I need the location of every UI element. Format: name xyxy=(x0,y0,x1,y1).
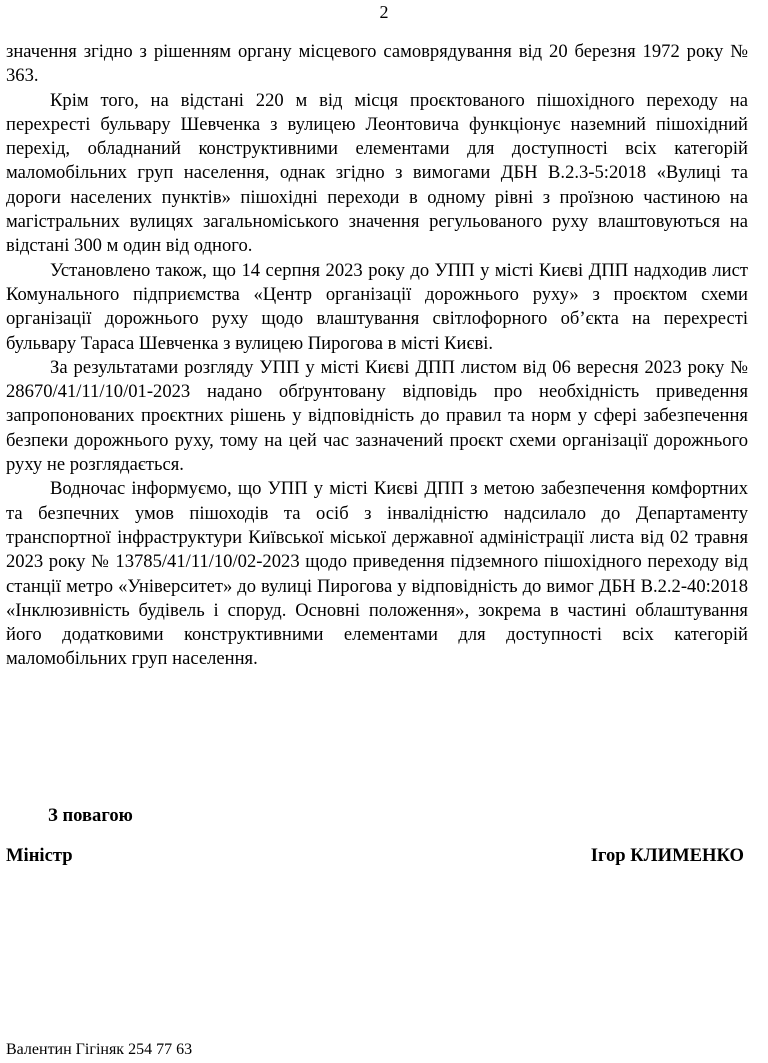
paragraph-review-result: За результатами розгляду УПП у місті Києві ДПП листом від 06 вересня 2023 року № 28670/41/11/10/01-2023 надано обґрунтовану відповідь про необхідність приведення запропонованих проєктних рішень у відповідність до правил та норм у сфері забезпечення безпеки дорожнього руху, тому на цей час зазначений проєкт схеми організації дорожнього руху не розглядається. xyxy=(6,356,748,476)
letter-body xyxy=(6,40,748,672)
paragraph-crossing-distance: Крім того, на відстані 220 м від місця проєктованого пішохідного переходу на перехресті бульвару Шевченка з вулицею Леонтовича функціонує наземний пішохідний перехід, обладнаний конструктивними елементами для доступності всіх категорій маломобільних груп населення, однак згідно з вимогами ДБН В.2.3-5:2018 «Вулиці та дороги населених пунктів» пішохідні переходи в одному рівні з проїзною частиною на магістральних вулицях загальноміського значення регульованого руху влаштовуються на відстані 300 м один від одного. xyxy=(6,89,748,257)
page-number: 2 xyxy=(379,2,389,22)
paragraph-continuation: значення згідно з рішенням органу місцевого самоврядування від 20 березня 1972 року № 363. xyxy=(6,41,748,87)
paragraph-underground-crossing: Водночас інформуємо, що УПП у місті Києві ДПП з метою забезпечення комфортних та безпечних умов пішоходів та осіб з інвалідністю надсилало до Департаменту транспортної інфраструктури Київської міської державної адміністрації листа від 02 травня 2023 року № 13785/41/11/10/02-2023 щодо приведення підземного пішохідного переходу від станції метро «Університет» до вулиці Пирогова у відповідність до вимог ДБН В.2.2-40:2018 «Інклюзивність будівель і споруд. Основні положення», зокрема в частині облаштування його додатковими конструктивними елементами для доступності всіх категорій маломобільних груп населення. xyxy=(6,478,748,670)
closing-salutation: З повагою xyxy=(48,805,133,826)
executor-contact: Валентин Гігіняк 254 77 63 xyxy=(6,1041,193,1058)
paragraph-traffic-light-project: Установлено також, що 14 серпня 2023 року до УПП у місті Києві ДПП надходив лист Комунального підприємства «Центр організації дорожнього руху» з проєктом схеми організації дорожнього руху щодо влаштування світлофорного об’єкта на перехресті бульвару Тараса Шевченка з вулицею Пирогова в місті Києві. xyxy=(6,259,748,354)
signatory-position: Міністр xyxy=(6,845,73,866)
signatory-name: Ігор КЛИМЕНКО xyxy=(590,845,744,866)
